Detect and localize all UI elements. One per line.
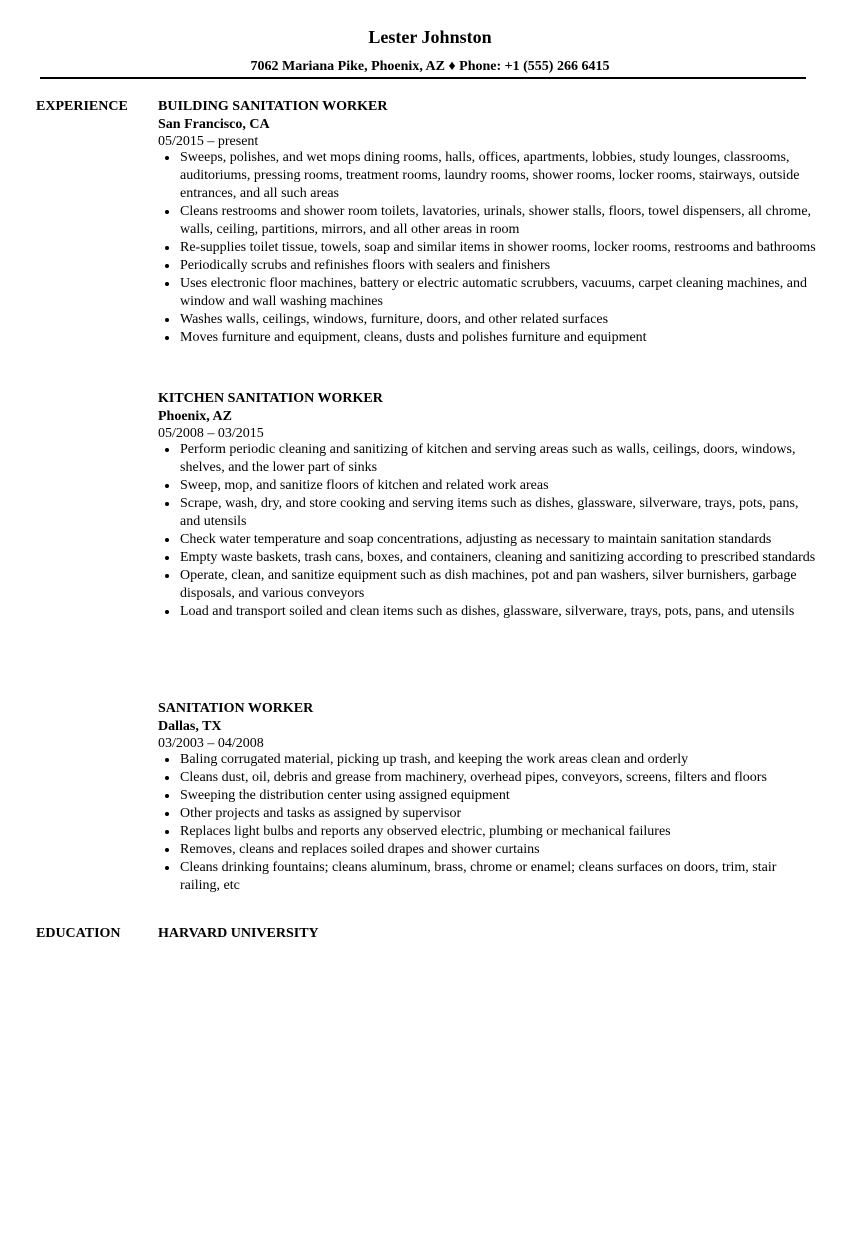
duty-item: Perform periodic cleaning and sanitizing of kitchen and serving areas such as walls, ceilings, doors, windows, shelves, and the lower part of sinks [158, 441, 818, 477]
duty-item: Removes, cleans and replaces soiled drapes and shower curtains [158, 841, 818, 859]
duty-item: Sweeping the distribution center using assigned equipment [158, 787, 818, 805]
header-divider [40, 77, 806, 79]
duty-item: Sweep, mop, and sanitize floors of kitchen and related work areas [158, 477, 818, 495]
job-entry [158, 700, 818, 895]
duty-item: Cleans drinking fountains; cleans aluminum, brass, chrome or enamel; cleans surfaces on doors, trim, stair railing, etc [158, 859, 818, 895]
duty-item: Replaces light bulbs and reports any observed electric, plumbing or mechanical failures [158, 823, 818, 841]
duty-item: Baling corrugated material, picking up trash, and keeping the work areas clean and orderly [158, 751, 818, 769]
duty-item: Moves furniture and equipment, cleans, dusts and polishes furniture and equipment [158, 329, 818, 347]
duty-item: Re-supplies toilet tissue, towels, soap and similar items in shower rooms, locker rooms, restrooms and bathrooms [158, 239, 818, 257]
candidate-name: Lester Johnston [368, 27, 492, 47]
education-school: HARVARD UNIVERSITY [158, 926, 319, 941]
duty-item: Cleans dust, oil, debris and grease from machinery, overhead pipes, conveyors, screens, filters and floors [158, 769, 818, 787]
duty-item: Uses electronic floor machines, battery or electric automatic scrubbers, vacuums, carpet cleaning machines, and window and wall washing machines [158, 275, 818, 311]
job-location: Dallas, TX [158, 719, 222, 734]
education-heading: EDUCATION [36, 926, 121, 941]
duty-item: Operate, clean, and sanitize equipment such as dish machines, pot and pan washers, silver burnishers, garbage disposals, and various conveyors [158, 567, 818, 603]
contact-line: 7062 Mariana Pike, Phoenix, AZ ♦ Phone: +1 (555) 266 6415 [250, 59, 610, 74]
job-entry [158, 390, 818, 621]
duty-item: Cleans restrooms and shower room toilets, lavatories, urinals, shower stalls, floors, towel dispensers, all chrome, walls, ceiling, partitions, mirrors, and all other areas in room [158, 203, 818, 239]
duty-list [158, 441, 818, 621]
duty-item: Check water temperature and soap concentrations, adjusting as necessary to maintain sanitation standards [158, 531, 818, 549]
duty-item: Periodically scrubs and refinishes floors with sealers and finishers [158, 257, 818, 275]
job-dates: 05/2008 – 03/2015 [158, 426, 264, 441]
job-dates: 03/2003 – 04/2008 [158, 736, 264, 751]
job-dates: 05/2015 – present [158, 134, 259, 149]
experience-heading: EXPERIENCE [36, 99, 128, 114]
job-title: KITCHEN SANITATION WORKER [158, 391, 383, 406]
job-entry [158, 98, 818, 347]
duty-item: Scrape, wash, dry, and store cooking and serving items such as dishes, glassware, silverware, trays, pots, pans, and utensils [158, 495, 818, 531]
job-title: SANITATION WORKER [158, 701, 314, 716]
duty-item: Other projects and tasks as assigned by supervisor [158, 805, 818, 823]
duty-list [158, 751, 818, 895]
job-location: San Francisco, CA [158, 117, 270, 132]
duty-list [158, 149, 818, 347]
job-title: BUILDING SANITATION WORKER [158, 99, 388, 114]
duty-item: Sweeps, polishes, and wet mops dining rooms, halls, offices, apartments, lobbies, study lounges, classrooms, auditoriums, pressing rooms, treatment rooms, laundry rooms, shower rooms, locker rooms, stairways, outside entrances, and all such areas [158, 149, 818, 203]
duty-item: Washes walls, ceilings, windows, furniture, doors, and other related surfaces [158, 311, 818, 329]
job-location: Phoenix, AZ [158, 409, 232, 424]
duty-item: Empty waste baskets, trash cans, boxes, and containers, cleaning and sanitizing according to prescribed standards [158, 549, 818, 567]
duty-item: Load and transport soiled and clean items such as dishes, glassware, silverware, trays, pots, pans, and utensils [158, 603, 818, 621]
